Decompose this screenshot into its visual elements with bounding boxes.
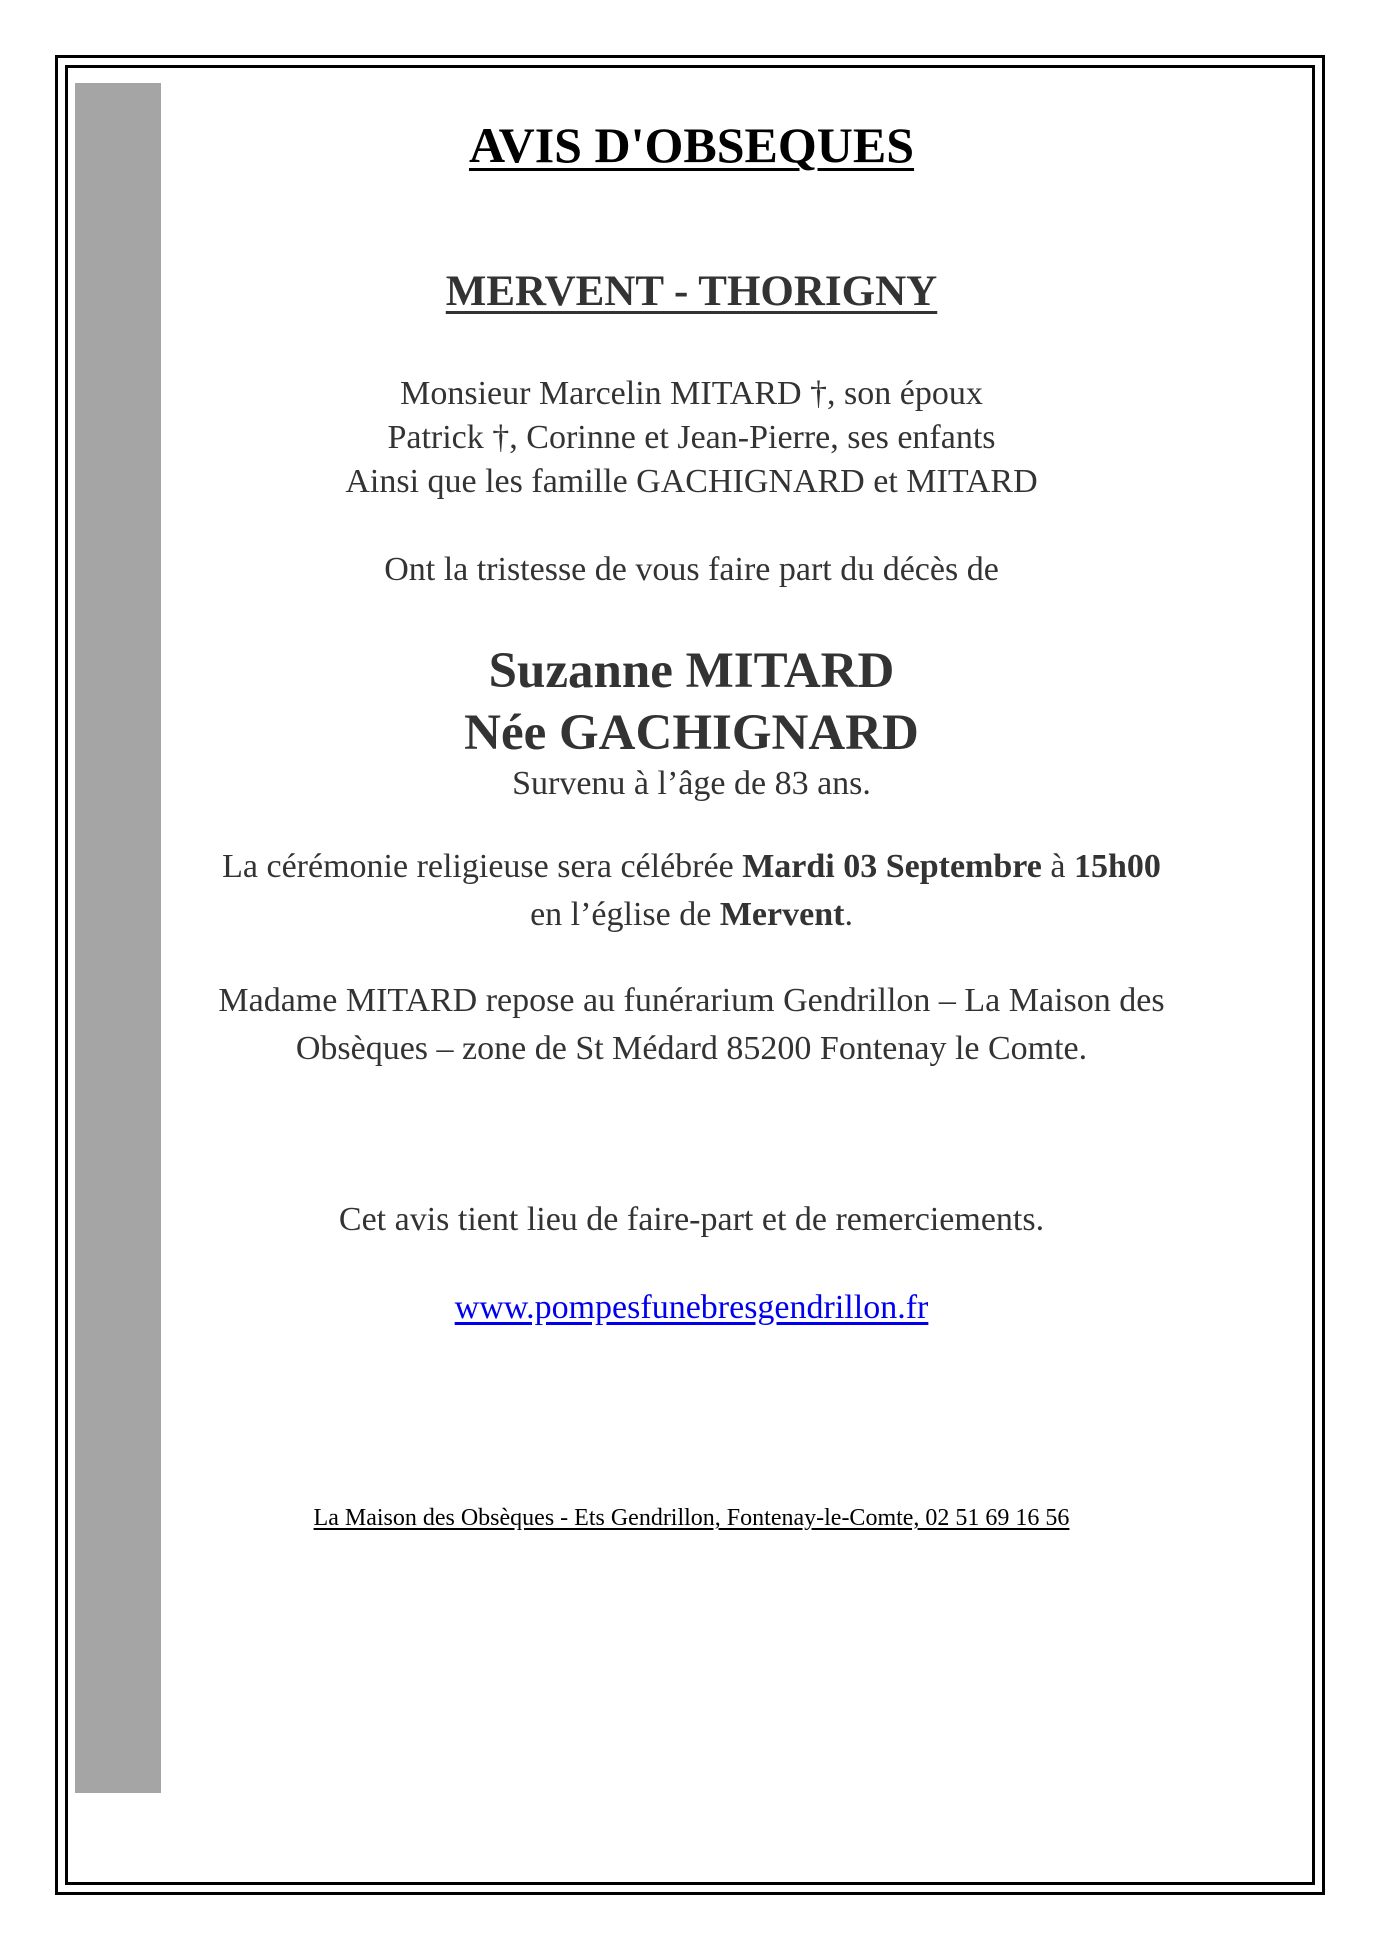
family-line-spouse: Monsieur Marcelin MITARD †, son époux <box>400 375 983 412</box>
website-link[interactable]: www.pompesfunebresgendrillon.fr <box>454 1289 929 1326</box>
announcement-text: Ont la tristesse de vous faire part du décès de <box>384 551 999 588</box>
repose-line-2: Obsèques – zone de St Médard 85200 Fontenay le Comte. <box>295 1030 1088 1067</box>
deceased-maiden-name: Née GACHIGNARD <box>464 705 919 761</box>
ceremony-text-2: à <box>1041 848 1074 885</box>
notice-title: AVIS D'OBSEQUES <box>468 117 915 173</box>
footer-contact: La Maison des Obsèques - Ets Gendrillon, Fontenay-le-Comte, 02 51 69 16 56 <box>313 1505 1070 1531</box>
ceremony-day: Mardi 03 Septembre <box>742 848 1042 885</box>
ceremony-text-3: en l’église de <box>530 896 720 933</box>
repose-line-1: Madame MITARD repose au funérarium Gendrillon – La Maison des <box>218 982 1165 1019</box>
decorative-side-bar <box>75 83 161 1793</box>
ceremony-place: Mervent <box>719 896 845 933</box>
ceremony-text-4: . <box>844 896 853 933</box>
ceremony-line-2 <box>161 891 1222 939</box>
deceased-name: Suzanne MITARD <box>488 643 895 699</box>
location-heading: MERVENT - THORIGNY <box>445 268 938 315</box>
family-block <box>161 372 1222 504</box>
notice-content <box>161 0 1222 1949</box>
ceremony-line-1 <box>161 843 1222 891</box>
ceremony-text-1: La cérémonie religieuse sera célébrée <box>222 848 743 885</box>
family-line-families: Ainsi que les famille GACHIGNARD et MITARD <box>345 463 1038 500</box>
repose-block <box>161 977 1222 1073</box>
website-block <box>161 1286 1222 1330</box>
ceremony-block <box>161 843 1222 939</box>
ceremony-time: 15h00 <box>1073 848 1161 885</box>
notice-statement: Cet avis tient lieu de faire-part et de remerciements. <box>338 1201 1045 1238</box>
deceased-block <box>161 640 1222 764</box>
deceased-age: Survenu à l’âge de 83 ans. <box>512 765 871 802</box>
family-line-children: Patrick †, Corinne et Jean-Pierre, ses enfants <box>387 419 996 456</box>
